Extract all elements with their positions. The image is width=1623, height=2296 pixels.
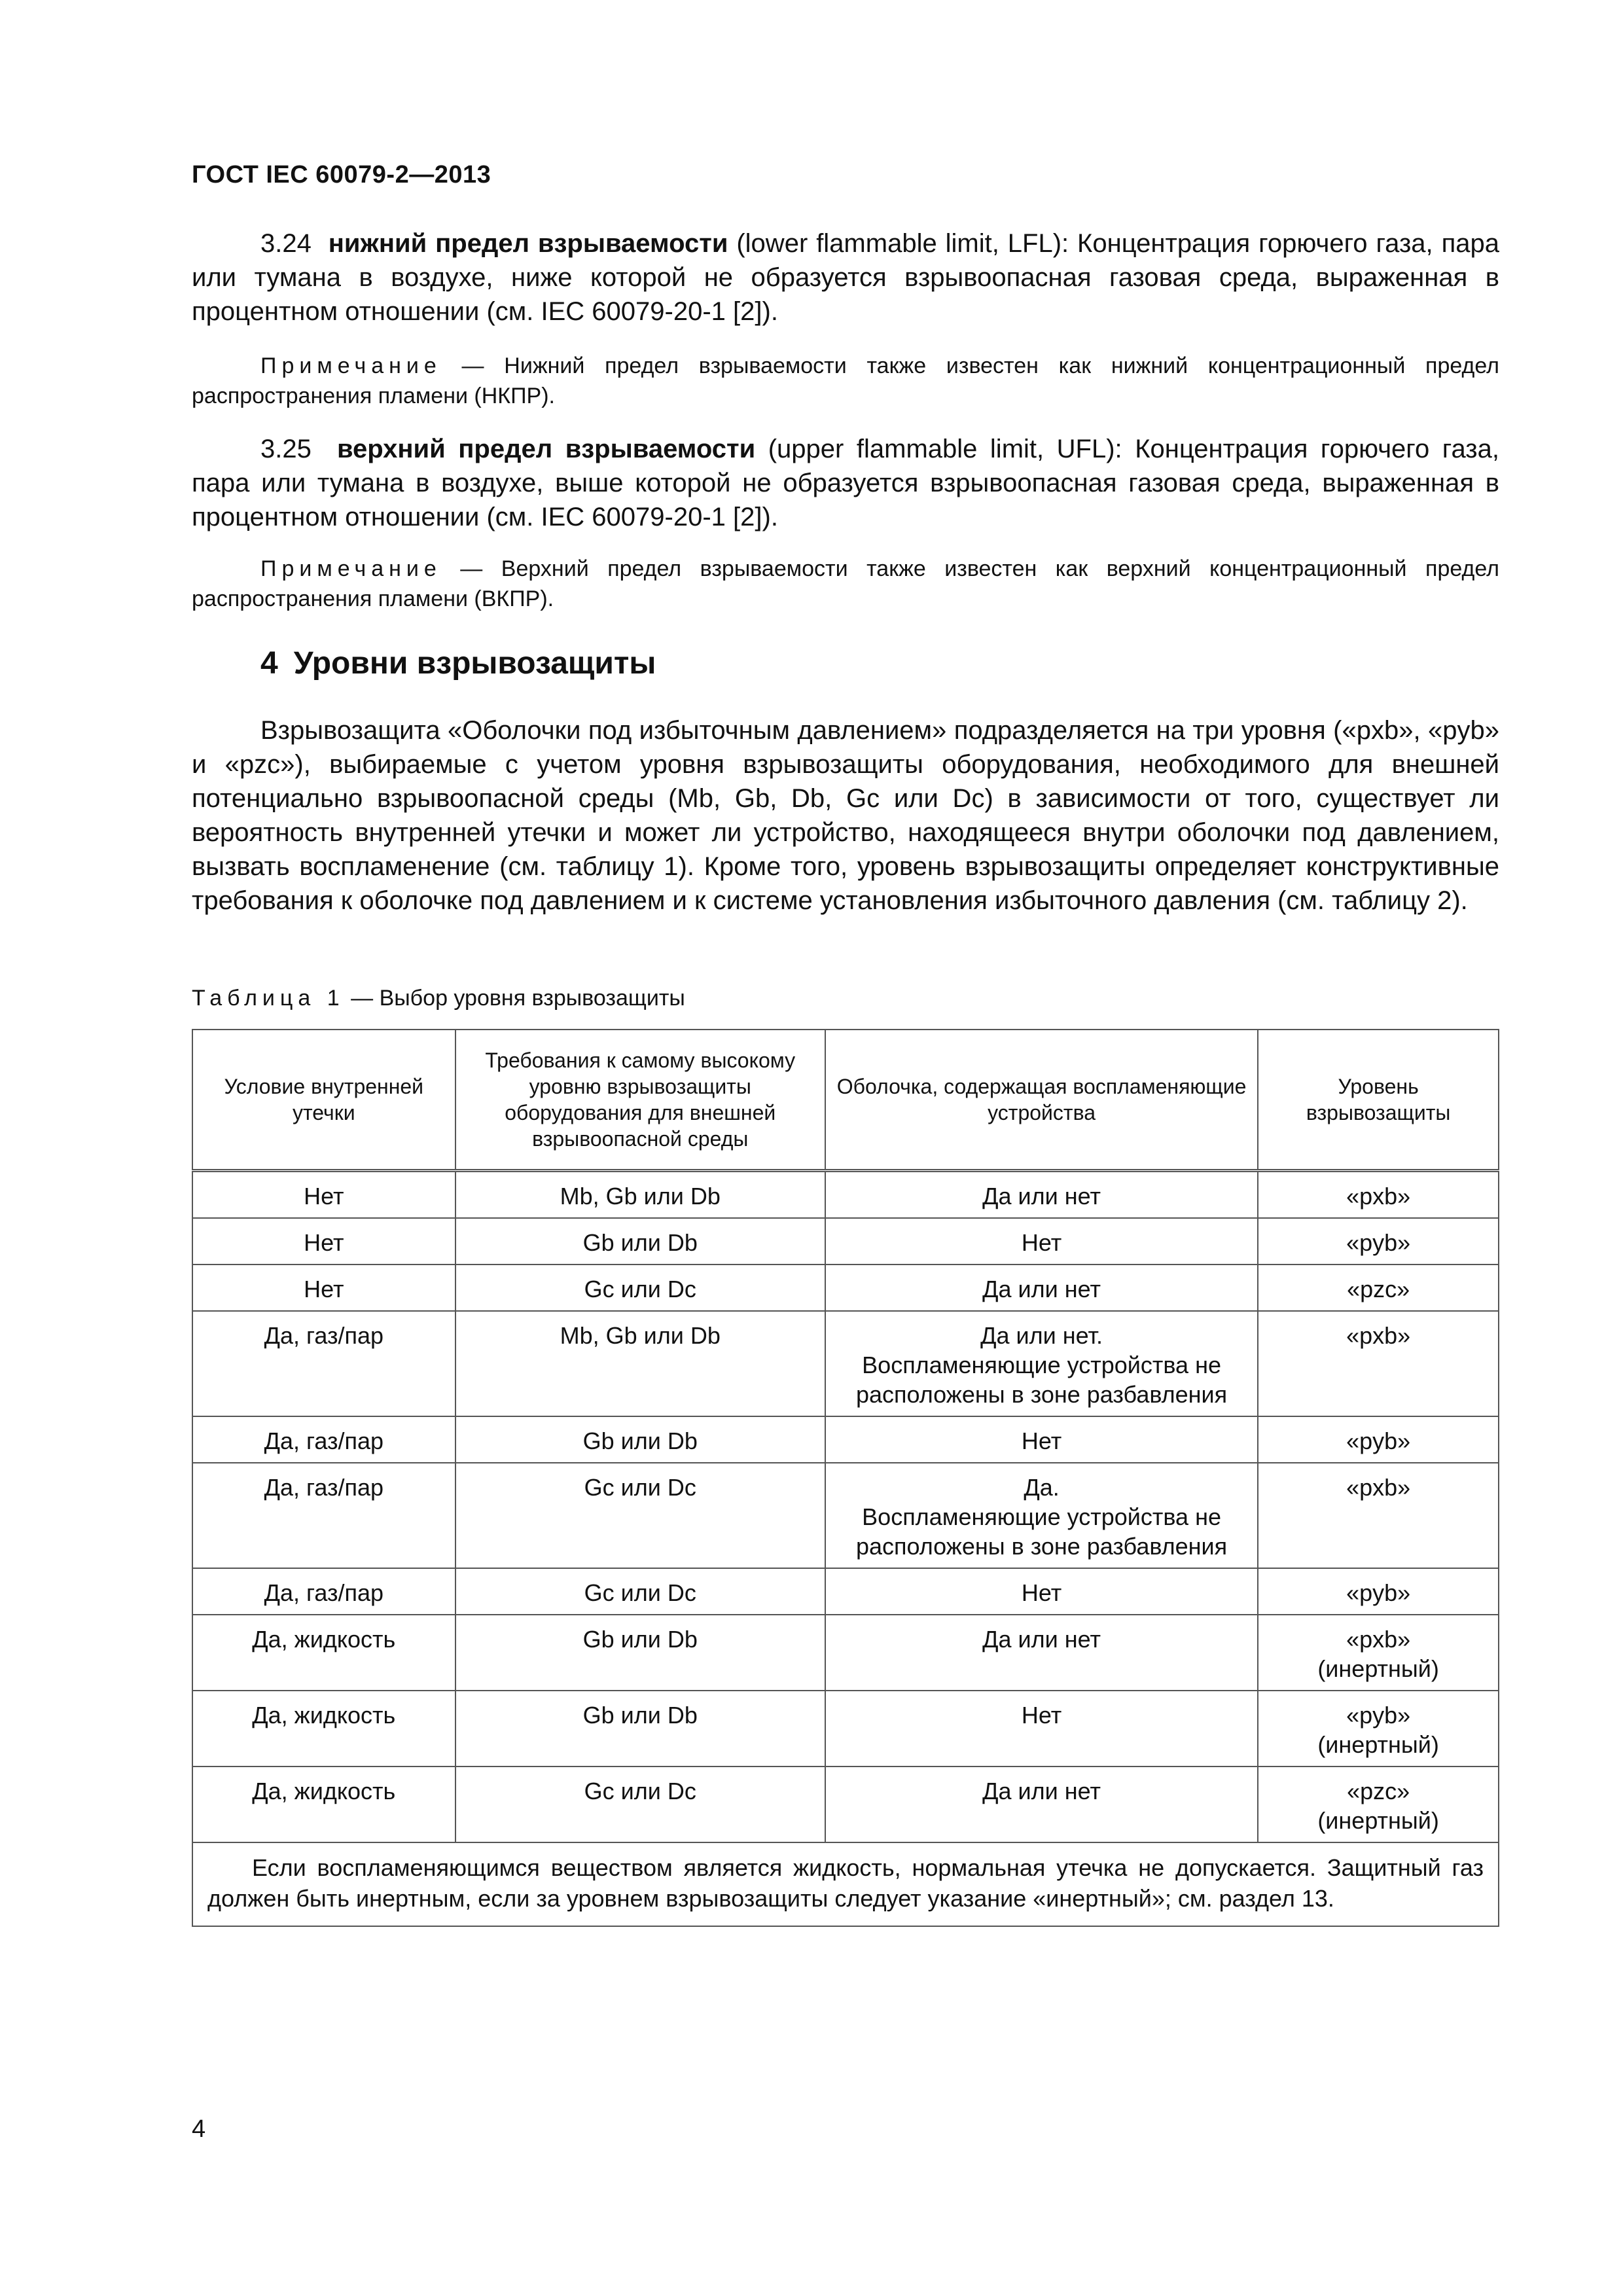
table-header-row: [192, 1030, 1499, 1171]
table-caption: [192, 986, 685, 1011]
cell-enclosure: [825, 1463, 1258, 1568]
cell-leak-condition: Да, жидкость: [192, 1615, 455, 1691]
cell-enclosure-line: Нет: [1021, 1702, 1062, 1729]
cell-leak-condition: Да, жидкость: [192, 1767, 455, 1842]
table-body: [192, 1171, 1499, 1843]
cell-protection-level: [1258, 1767, 1499, 1842]
cell-enclosure-line: Да или нет: [982, 1626, 1101, 1653]
note-text: — Нижний предел взрываемости также известен как нижний концентрационный предел распространения пламени (НКПР).: [192, 353, 1499, 408]
cell-enclosure: [825, 1767, 1258, 1842]
header-leak-condition: Условие внутренней утечки: [192, 1030, 455, 1171]
clause-term: нижний предел взрываемости: [328, 229, 728, 258]
note-label: Примечание: [260, 353, 442, 378]
table-row: [192, 1767, 1499, 1842]
table-row: [192, 1218, 1499, 1265]
cell-leak-condition: Нет: [192, 1265, 455, 1311]
cell-enclosure-line: Да или нет.: [980, 1322, 1103, 1349]
document-header: ГОСТ IEC 60079-2—2013: [192, 161, 491, 188]
section-number: 4: [260, 646, 278, 681]
cell-equipment-requirements: Gc или Dc: [455, 1568, 825, 1615]
cell-protection-level: [1258, 1691, 1499, 1767]
cell-protection-level-line: «pyb»: [1346, 1427, 1411, 1454]
cell-leak-condition: Нет: [192, 1218, 455, 1265]
cell-protection-level: [1258, 1568, 1499, 1615]
cell-enclosure-line: Нет: [1021, 1579, 1062, 1606]
cell-enclosure-line: Нет: [1021, 1229, 1062, 1256]
cell-protection-level: [1258, 1416, 1499, 1463]
cell-protection-level-line: (инертный): [1317, 1655, 1439, 1682]
note-label: Примечание: [260, 556, 442, 581]
cell-enclosure-line: расположены в зоне разбавления: [855, 1533, 1228, 1560]
cell-protection-level-line: «pyb»: [1346, 1229, 1411, 1256]
clause-number: 3.25: [260, 435, 312, 463]
page-number: 4: [192, 2115, 206, 2143]
cell-enclosure-line: Нет: [1021, 1427, 1062, 1454]
cell-enclosure: [825, 1265, 1258, 1311]
cell-enclosure-line: Да или нет: [982, 1778, 1101, 1804]
cell-protection-level: [1258, 1218, 1499, 1265]
cell-equipment-requirements: Gc или Dc: [455, 1463, 825, 1568]
cell-equipment-requirements: Gb или Db: [455, 1615, 825, 1691]
cell-leak-condition: Да, газ/пар: [192, 1311, 455, 1416]
cell-enclosure-line: Да.: [1024, 1474, 1060, 1501]
cell-protection-level-line: (инертный): [1317, 1807, 1439, 1834]
cell-leak-condition: Нет: [192, 1171, 455, 1219]
cell-protection-level-line: «pxb»: [1346, 1183, 1411, 1210]
cell-leak-condition: Да, газ/пар: [192, 1568, 455, 1615]
cell-equipment-requirements: Gb или Db: [455, 1691, 825, 1767]
cell-enclosure: [825, 1171, 1258, 1219]
cell-protection-level: [1258, 1463, 1499, 1568]
cell-enclosure: [825, 1615, 1258, 1691]
note-text: — Верхний предел взрываемости также известен как верхний концентрационный предел распространения пламени (ВКПР).: [192, 556, 1499, 611]
cell-enclosure-line: Воспламеняющие устройства не: [862, 1503, 1221, 1530]
cell-protection-level-line: «pzc»: [1347, 1778, 1410, 1804]
cell-enclosure: [825, 1416, 1258, 1463]
header-equipment-requirements: Требования к самому высокому уровню взрывозащиты оборудования для внешней взрывоопасной среды: [455, 1030, 825, 1171]
cell-enclosure: [825, 1691, 1258, 1767]
header-protection-level: Уровень взрывозащиты: [1258, 1030, 1499, 1171]
table-footnote-row: [192, 1842, 1499, 1926]
cell-equipment-requirements: Mb, Gb или Db: [455, 1171, 825, 1219]
cell-protection-level: [1258, 1615, 1499, 1691]
table-row: [192, 1691, 1499, 1767]
clause-term: верхний предел взрываемости: [336, 435, 756, 463]
cell-protection-level-line: «pzc»: [1347, 1276, 1410, 1302]
cell-protection-level: [1258, 1265, 1499, 1311]
header-enclosure: Оболочка, содержащая воспламеняющие устройства: [825, 1030, 1258, 1171]
cell-equipment-requirements: Mb, Gb или Db: [455, 1311, 825, 1416]
cell-leak-condition: Да, газ/пар: [192, 1416, 455, 1463]
note-3-25: [192, 554, 1499, 614]
section-paragraph: [192, 713, 1499, 918]
table-row: [192, 1265, 1499, 1311]
cell-equipment-requirements: Gc или Dc: [455, 1767, 825, 1842]
cell-leak-condition: Да, жидкость: [192, 1691, 455, 1767]
cell-enclosure: [825, 1218, 1258, 1265]
cell-protection-level-line: «pyb»: [1346, 1702, 1411, 1729]
table-row: [192, 1171, 1499, 1219]
clause-3-25: [192, 432, 1499, 534]
cell-enclosure-line: Воспламеняющие устройства не: [862, 1352, 1221, 1378]
clause-text: (lower flammable limit, LFL): Концентрация горючего газа, пара или тумана в воздухе, ниже которой не образуется взрывоопасная газовая среда, выраженная в процентном отношении (см. IEC 60079-20-1 [2]).: [192, 229, 1499, 326]
cell-protection-level-line: «pxb»: [1346, 1474, 1411, 1501]
cell-equipment-requirements: Gb или Db: [455, 1416, 825, 1463]
cell-leak-condition: Да, газ/пар: [192, 1463, 455, 1568]
table-caption-text: — Выбор уровня взрывозащиты: [344, 986, 685, 1011]
section-paragraph-text: Взрывозащита «Оболочки под избыточным давлением» подразделяется на три уровня («pxb», «pyb» и «pzc»), выбираемые с учетом уровня взрывозащиты оборудования, необходимого для внешней потенциально взрывоопасной среды (Mb, Gb, Db, Gc или Dc) в зависимости от того, существует ли вероятность внутренней утечки и может ли устройство, находящееся внутри оболочки под давлением, вызвать воспламенение (см. таблицу 1). Кроме того, уровень взрывозащиты определяет конструктивные требования к оболочке под давлением и к системе установления избыточного давления (см. таблицу 2).: [192, 716, 1499, 915]
cell-equipment-requirements: Gc или Dc: [455, 1265, 825, 1311]
levels-table: [192, 1029, 1499, 1927]
cell-protection-level-line: (инертный): [1317, 1731, 1439, 1758]
cell-protection-level-line: «pxb»: [1346, 1626, 1411, 1653]
clause-text: (upper flammable limit, UFL): Концентрация горючего газа, пара или тумана в воздухе, выше которой не образуется взрывоопасная газовая среда, выраженная в процентном отношении (см. IEC 60079-20-1 [2]).: [192, 435, 1500, 531]
section-heading: [260, 645, 656, 681]
cell-protection-level-line: «pxb»: [1346, 1322, 1411, 1349]
cell-enclosure-line: Да или нет: [982, 1183, 1101, 1210]
clause-number: 3.24: [260, 229, 312, 258]
table-footnote: [192, 1842, 1499, 1926]
table-footnote-text: Если воспламеняющимся веществом является жидкость, нормальная утечка не допускается. Защитный газ должен быть инертным, если за уровнем взрывозащиты следует указание «инертный»; см. раздел 13.: [207, 1854, 1484, 1912]
cell-protection-level-line: «pyb»: [1346, 1579, 1411, 1606]
table-row: [192, 1311, 1499, 1416]
table-caption-label: Таблица 1: [192, 986, 345, 1011]
cell-equipment-requirements: Gb или Db: [455, 1218, 825, 1265]
cell-protection-level: [1258, 1171, 1499, 1219]
table-row: [192, 1463, 1499, 1568]
cell-enclosure: [825, 1311, 1258, 1416]
cell-enclosure: [825, 1568, 1258, 1615]
cell-enclosure-line: Да или нет: [982, 1276, 1101, 1302]
cell-protection-level: [1258, 1311, 1499, 1416]
table-row: [192, 1416, 1499, 1463]
clause-3-24: [192, 226, 1499, 329]
note-3-24: [192, 351, 1499, 411]
cell-enclosure-line: расположены в зоне разбавления: [855, 1381, 1228, 1408]
table-row: [192, 1615, 1499, 1691]
section-title: Уровни взрывозащиты: [293, 646, 656, 681]
table-row: [192, 1568, 1499, 1615]
